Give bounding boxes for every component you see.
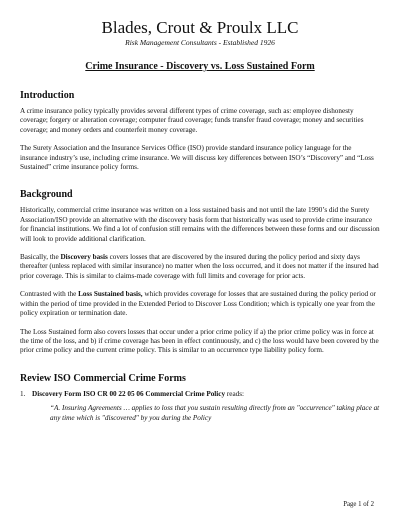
loss-sustained-basis-term: Loss Sustained basis, (78, 290, 143, 299)
introduction-paragraph-2: The Surety Association and the Insurance Services Office (ISO) provide standard insurance policy language for the insurance industry’s use, including crime insurance. We will discuss key differences between ISO’s “Discovery” and “Loss Sustained” crime insurance policy forms. (20, 144, 374, 172)
text-span: which provides coverage for losses that are sustained during the policy period or within the period of time provided in the Extended Period to Discover Loss Condition; which is typically one year from the policy expiration or termination date. (20, 290, 376, 318)
firm-tagline: Risk Management Consultants - Established 1926 (125, 38, 275, 47)
text-span: Basically, the (20, 253, 61, 262)
text-span: covers losses that are discovered by the insured during the policy period and sixty days thereafter (unless replaced with similar insurance) no matter when the loss occurred, and it does not matter if the insured had prior coverage. This is similar to claims-made coverage with full limits and coverage for prior acts. (20, 253, 379, 280)
introduction-paragraph-1: A crime insurance policy typically provides several different types of crime coverage, such as: employee dishonesty coverage; forgery or alteration coverage; computer fraud coverage; funds transfer fraud coverage; money and securities coverage; and money orders and counterfeit money coverage. (20, 107, 364, 134)
background-paragraph-1: Historically, commercial crime insurance was written on a loss sustained basis and not until the late 1990’s did the Surety Association/ISO provide an alternative with the discovery basis form that historically was used to provide crime insurance for financial institutions. We find a lot of confusion still remains with the differences between these forms and our discussion will look to provide additional clarification. (20, 206, 380, 243)
text-span: reads: (225, 389, 245, 398)
list-number: 1. (20, 389, 26, 398)
section-heading-introduction: Introduction (20, 90, 75, 101)
section-heading-review: Review ISO Commercial Crime Forms (20, 372, 186, 384)
discovery-form-name: Discovery Form ISO CR 00 22 05 06 Commercial Crime Policy (32, 389, 226, 398)
policy-quote: “A. Insuring Agreements … applies to loss that you sustain resulting directly from an "occurrence" taking place at any time which is "discovered" by you during the Policy (50, 404, 380, 422)
list-item-1 (20, 390, 380, 399)
page-number: Page 1 of 2 (343, 501, 374, 508)
background-paragraph-3 (20, 290, 380, 318)
background-paragraph-2 (20, 253, 380, 281)
background-paragraph-4: The Loss Sustained form also covers losses that occur under a prior crime policy if a) the prior crime policy was in force at the time of the loss, and b) if crime coverage has been in effect continuously, and c) the loss would have been covered by the prior crime policy and the current crime policy. This is similar to an occurrence type liability policy form. (20, 327, 379, 355)
discovery-basis-term: Discovery basis (60, 253, 108, 262)
text-span: Contrasted with the (20, 290, 79, 299)
firm-name: Blades, Crout & Proulx LLC (101, 18, 299, 37)
section-heading-background: Background (20, 189, 73, 201)
document-title: Crime Insurance - Discovery vs. Loss Sustained Form (85, 61, 315, 72)
